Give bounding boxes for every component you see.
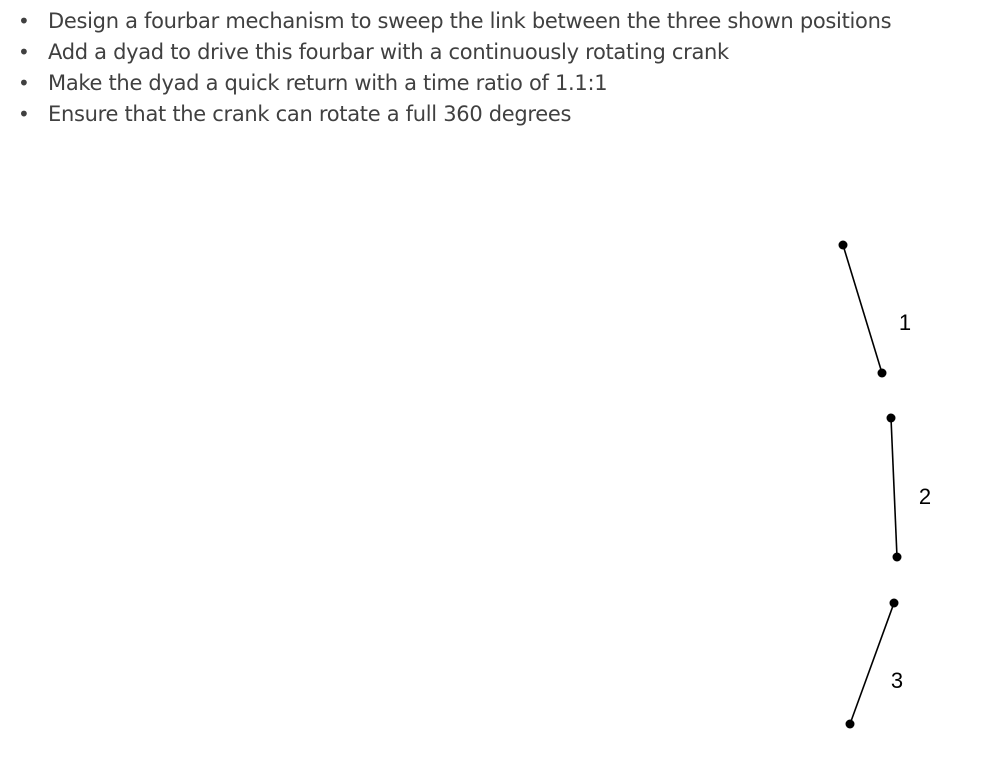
pivot-point bbox=[893, 553, 902, 562]
link-bar bbox=[891, 418, 897, 557]
bullet-icon: • bbox=[18, 40, 30, 64]
pivot-point bbox=[878, 369, 887, 378]
bullet-icon: • bbox=[18, 71, 30, 95]
instruction-text: Design a fourbar mechanism to sweep the link between the three shown positions bbox=[48, 9, 892, 33]
instruction-text: Ensure that the crank can rotate a full 360 degrees bbox=[48, 102, 572, 126]
link-position-1 bbox=[839, 241, 912, 378]
position-label: 3 bbox=[890, 668, 904, 693]
pivot-point bbox=[890, 599, 899, 608]
link-position-2 bbox=[887, 414, 932, 562]
pivot-point bbox=[887, 414, 896, 423]
link-bar bbox=[850, 603, 894, 724]
position-label: 1 bbox=[898, 310, 912, 335]
instruction-text: Add a dyad to drive this fourbar with a continuously rotating crank bbox=[48, 40, 729, 64]
bullet-icon: • bbox=[18, 102, 30, 126]
link-bar bbox=[843, 245, 882, 373]
position-label: 2 bbox=[918, 484, 932, 509]
instruction-text: Make the dyad a quick return with a time ratio of 1.1:1 bbox=[48, 71, 608, 95]
pivot-point bbox=[839, 241, 848, 250]
link-position-3 bbox=[846, 599, 904, 729]
pivot-point bbox=[846, 720, 855, 729]
bullet-icon: • bbox=[18, 9, 30, 33]
